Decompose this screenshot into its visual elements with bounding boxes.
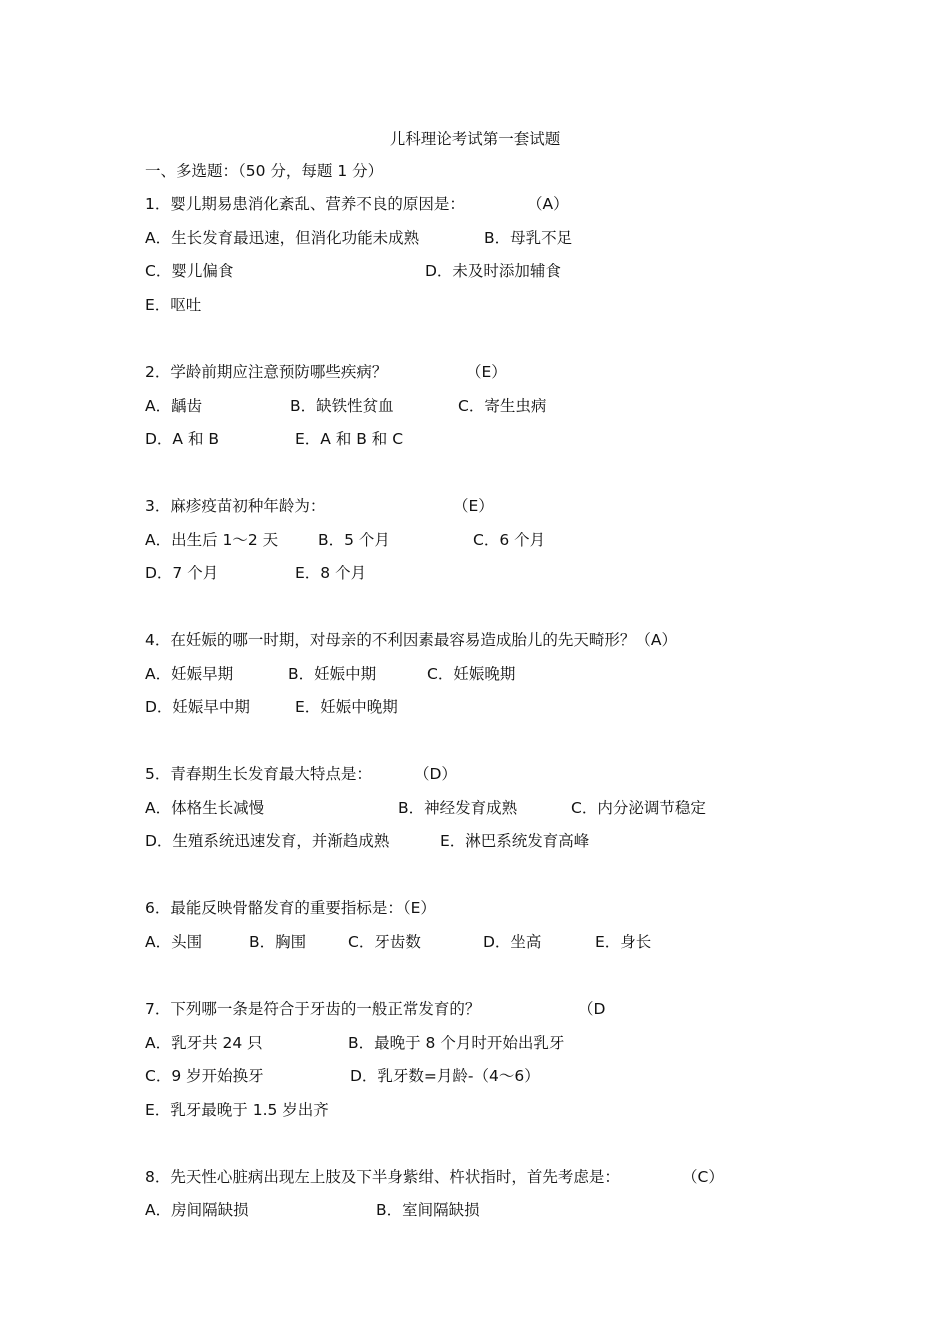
- question-8-answer: （C）: [682, 1168, 724, 1186]
- question-4-option-b: B．妊娠中期: [288, 665, 377, 683]
- question-8-stem: 8．先天性心脏病出现左上肢及下半身紫绀、杵状指时，首先考虑是：: [145, 1168, 620, 1186]
- question-1-option-e: E．呕吐: [145, 296, 202, 314]
- question-7-stem: 7．下列哪一条是符合于牙齿的一般正常发育的？: [145, 1000, 481, 1018]
- question-6-option-b: B．胸围: [249, 933, 307, 951]
- question-6-option-d: D．坐高: [483, 933, 542, 951]
- question-8-option-a: A．房间隔缺损: [145, 1201, 249, 1219]
- question-3-option-e: E．8 个月: [295, 564, 367, 582]
- question-2-option-d: D．A 和 B: [145, 430, 220, 448]
- question-5-option-b: B．神经发育成熟: [398, 799, 518, 817]
- page-title: 儿科理论考试第一套试题: [389, 130, 561, 148]
- question-3-option-a: A．出生后 1～2 天: [145, 531, 279, 549]
- question-6-option-e: E．身长: [595, 933, 652, 951]
- question-5-answer: （D）: [414, 765, 457, 783]
- question-5-option-d: D．生殖系统迅速发育，并渐趋成熟: [145, 832, 390, 850]
- question-3-option-d: D．7 个月: [145, 564, 219, 582]
- question-1-option-a: A．生长发育最迅速，但消化功能未成熟: [145, 229, 420, 247]
- question-5-stem: 5．青春期生长发育最大特点是：: [145, 765, 372, 783]
- question-3-stem: 3．麻疹疫苗初种年龄为：: [145, 497, 326, 515]
- question-1-answer: （A）: [527, 195, 569, 213]
- question-7-option-d: D．乳牙数=月龄-（4～6）: [350, 1067, 540, 1085]
- question-6-option-c: C．牙齿数: [348, 933, 421, 951]
- question-5-option-e: E．淋巴系统发育高峰: [440, 832, 590, 850]
- question-3-answer: （E）: [453, 497, 494, 515]
- question-7-answer: （D: [578, 1000, 606, 1018]
- question-6-stem: 6．最能反映骨骼发育的重要指标是：（E）: [145, 899, 436, 917]
- section-heading: 一、多选题：（50 分，每题 1 分）: [145, 162, 384, 180]
- question-7-option-a: A．乳牙共 24 只: [145, 1034, 263, 1052]
- question-1-option-b: B．母乳不足: [484, 229, 573, 247]
- question-2-option-e: E．A 和 B 和 C: [295, 430, 404, 448]
- question-3-option-b: B．5 个月: [318, 531, 390, 549]
- question-2-option-c: C．寄生虫病: [458, 397, 547, 415]
- question-2-stem: 2．学龄前期应注意预防哪些疾病？: [145, 363, 388, 381]
- question-1-option-c: C．婴儿偏食: [145, 262, 234, 280]
- question-1-stem: 1．婴儿期易患消化紊乱、营养不良的原因是：: [145, 195, 465, 213]
- question-7-option-e: E．乳牙最晚于 1.5 岁出齐: [145, 1101, 329, 1119]
- question-2-answer: （E）: [466, 363, 507, 381]
- question-5-option-a: A．体格生长减慢: [145, 799, 265, 817]
- question-2-option-b: B．缺铁性贫血: [290, 397, 394, 415]
- question-4-option-d: D．妊娠早中期: [145, 698, 250, 716]
- question-4-option-a: A．妊娠早期: [145, 665, 234, 683]
- question-4-option-c: C．妊娠晚期: [427, 665, 516, 683]
- question-5-option-c: C．内分泌调节稳定: [571, 799, 706, 817]
- question-4-stem: 4．在妊娠的哪一时期，对母亲的不利因素最容易造成胎儿的先天畸形？（A）: [145, 631, 677, 649]
- question-1-option-d: D．未及时添加辅食: [425, 262, 561, 280]
- question-4-option-e: E．妊娠中晚期: [295, 698, 398, 716]
- question-6-option-a: A．头围: [145, 933, 203, 951]
- question-3-option-c: C．6 个月: [473, 531, 546, 549]
- question-7-option-c: C．9 岁开始换牙: [145, 1067, 264, 1085]
- question-8-option-b: B．室间隔缺损: [376, 1201, 480, 1219]
- question-7-option-b: B．最晚于 8 个月时开始出乳牙: [348, 1034, 565, 1052]
- question-2-option-a: A．龋齿: [145, 397, 203, 415]
